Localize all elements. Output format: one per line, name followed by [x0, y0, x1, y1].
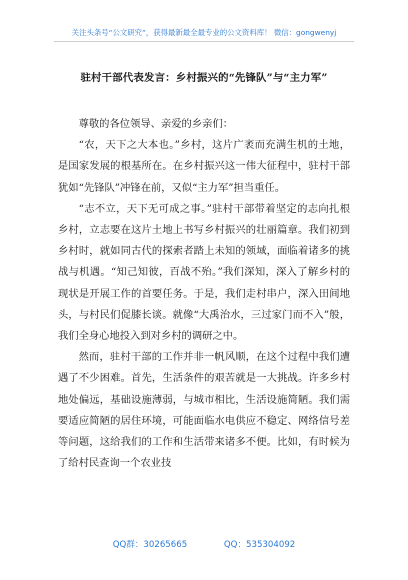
- body-paragraph: “农，天下之大本也。”乡村，这片广袤而充满生机的土地，是国家发展的根基所在。在乡村振兴这一伟大征程中，驻村干部犹如“先锋队”冲锋在前，又似“主力军”担当重任。: [58, 139, 350, 194]
- document-body: [58, 114, 350, 474]
- document-title: 驻村干部代表发言：乡村振兴的“先锋队”与“主力军”: [80, 72, 328, 84]
- header-banner: 关注头条号“公文研究”，获得最新最全最专业的公文资料库！ 微信：gongwenyj: [71, 28, 337, 37]
- body-paragraph: “志不立，天下无可成之事。”驻村干部带着坚定的志向扎根乡村，立志要在这片土地上书写乡村振兴的壮丽篇章。我们初到乡村时，就如同古代的探索者踏上未知的领域，面临着诸多的挑战与机遇。“知己知彼，百战不殆。”我们深知，深入了解乡村的现状是开展工作的首要任务。于是，我们走村串户，深入田间地头，与村民们促膝长谈。就像“大禹治水，三过家门而不入”般，我们全身心地投入到对乡村的调研之中。: [58, 202, 350, 343]
- body-paragraph: 然而，驻村干部的工作并非一帆风顺，在这个过程中我们遭遇了不少困难。首先，生活条件的艰苦就是一大挑战。许多乡村地处偏远，基础设施薄弱，与城市相比，生活设施简陋。我们需要适应简陋的居住环境，可能面临水电供应不稳定、网络信号差等问题，这给我们的工作和生活带来诸多不便。比如，有时候为了给村民查询一个农业技: [58, 351, 350, 470]
- header-divider: [54, 41, 354, 42]
- footer-qq-number: QQ：535304092: [223, 540, 296, 550]
- footer-qq-group: QQ群：30265665: [112, 540, 188, 550]
- footer-contact: [0, 538, 408, 550]
- salutation-paragraph: 尊敬的各位领导、亲爱的乡亲们：: [78, 118, 234, 130]
